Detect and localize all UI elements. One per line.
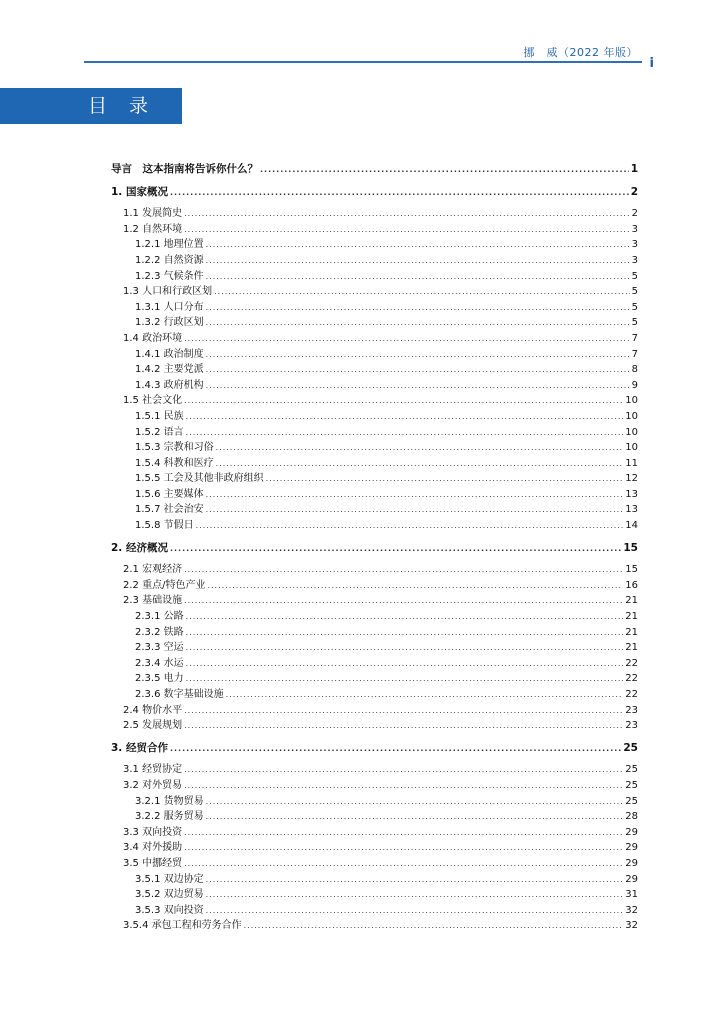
toc-entry-page: 23 (625, 720, 638, 732)
toc-entry[interactable] (111, 331, 638, 347)
toc-entry-page: 31 (625, 889, 638, 901)
toc-entry-page: 3 (631, 223, 638, 235)
toc-entry-page: 9 (631, 379, 638, 391)
toc-entry-page: 22 (625, 673, 638, 685)
toc-entry-title: 1.3.1 人口分布 (135, 301, 204, 313)
header-rule (84, 61, 642, 63)
toc-entry-title: 1.5.3 宗教和习俗 (135, 442, 214, 454)
toc-leader-dots (206, 809, 624, 825)
toc-entry[interactable] (111, 794, 638, 810)
toc-entry-title: 3.2.1 货物贸易 (135, 795, 204, 807)
toc-entry-page: 1 (630, 163, 638, 175)
toc-entry-page: 15 (625, 564, 638, 576)
toc-entry-title: 1.4.2 主要党派 (135, 364, 204, 376)
toc-leader-dots (206, 887, 624, 903)
toc-entry-title: 1.2.2 自然资源 (135, 254, 204, 266)
toc-entry-page: 21 (625, 642, 638, 654)
toc-entry[interactable] (111, 562, 638, 578)
toc-entry-page: 5 (631, 301, 638, 313)
toc-entry-page: 25 (623, 741, 638, 754)
toc-entry-page: 7 (631, 348, 638, 360)
toc-entry-page: 23 (625, 704, 638, 716)
toc-entry-page: 2 (631, 208, 638, 220)
toc-entry[interactable] (111, 903, 638, 919)
toc-leader-dots (186, 425, 624, 441)
toc-leader-dots (206, 362, 630, 378)
toc-entry-page: 7 (631, 332, 638, 344)
toc-entry-title: 1.5.7 社会治安 (135, 504, 204, 516)
toc-entry-title: 1.5.8 节假日 (135, 520, 194, 532)
table-of-contents (111, 162, 638, 934)
toc-entry-title: 3.5.2 双边贸易 (135, 889, 204, 901)
toc-entry-page: 10 (625, 426, 638, 438)
toc-leader-dots (206, 794, 624, 810)
toc-entry-page: 10 (625, 410, 638, 422)
toc-entry[interactable] (111, 315, 638, 331)
toc-entry-page: 5 (631, 286, 638, 298)
toc-entry-title: 2.3.1 公路 (135, 611, 184, 623)
toc-entry-page: 25 (625, 779, 638, 791)
toc-entry-page: 32 (625, 920, 638, 932)
toc-entry-title: 1.2 自然环境 (123, 223, 183, 235)
toc-entry-page: 10 (625, 442, 638, 454)
toc-entry[interactable] (111, 578, 638, 594)
toc-leader-dots (206, 300, 630, 316)
toc-entry-page: 2 (630, 185, 638, 198)
toc-entry-title: 3.1 经贸协定 (123, 764, 183, 776)
toc-entry-title: 2.3.6 数字基础设施 (135, 689, 224, 700)
toc-entry-page: 22 (625, 657, 638, 669)
toc-entry-title: 2.5 发展规划 (123, 720, 183, 732)
toc-entry-title: 3.2 对外贸易 (123, 779, 183, 791)
toc-entry-page: 29 (625, 873, 638, 885)
toc-leader-dots (206, 269, 630, 285)
page-number: i (649, 56, 654, 71)
toc-entry-page: 22 (625, 689, 638, 700)
toc-entry[interactable] (111, 206, 638, 222)
toc-entry-page: 25 (625, 764, 638, 776)
toc-entry[interactable] (111, 185, 638, 201)
toc-entry-page: 3 (631, 254, 638, 266)
toc-leader-dots (186, 656, 624, 672)
toc-leader-dots (184, 825, 623, 841)
toc-leader-dots (206, 315, 630, 331)
toc-entry-page: 21 (625, 626, 638, 638)
toc-entry-page: 32 (625, 904, 638, 916)
toc-entry[interactable] (111, 593, 638, 609)
toc-entry-page: 5 (631, 317, 638, 329)
toc-entry-title: 2.3.2 铁路 (135, 626, 184, 638)
toc-entry-page: 28 (625, 811, 638, 823)
toc-entry-title: 1.5.6 主要媒体 (135, 488, 204, 500)
toc-entry-title: 2. 经济概况 (111, 541, 168, 554)
toc-entry-title: 导言 这本指南将告诉你什么？ (111, 163, 258, 175)
toc-entry-page: 29 (625, 826, 638, 838)
toc-entry-page: 29 (625, 857, 638, 869)
toc-leader-dots (184, 718, 623, 734)
toc-entry-title: 2.3 基础设施 (123, 595, 183, 607)
toc-leader-dots (170, 541, 621, 557)
toc-leader-dots (170, 185, 629, 201)
toc-entry-title: 2.4 物价水平 (123, 704, 183, 716)
toc-entry-page: 13 (625, 504, 638, 516)
toc-leader-dots (244, 918, 624, 934)
toc-leader-dots (186, 640, 624, 656)
toc-entry-page: 13 (625, 488, 638, 500)
toc-leader-dots (216, 456, 624, 472)
toc-entry[interactable] (111, 502, 638, 518)
toc-entry-page: 14 (625, 520, 638, 532)
toc-leader-dots (206, 872, 624, 888)
toc-entry[interactable] (111, 918, 638, 934)
toc-entry-page: 29 (625, 842, 638, 854)
toc-entry[interactable] (111, 809, 638, 825)
toc-leader-dots (184, 778, 623, 794)
toc-entry-title: 1.5.5 工会及其他非政府组织 (135, 473, 264, 485)
toc-leader-dots (206, 903, 624, 919)
toc-entry[interactable] (111, 518, 638, 534)
toc-entry-title: 1. 国家概况 (111, 185, 168, 198)
toc-title: 目录 (88, 95, 171, 117)
toc-entry[interactable] (111, 440, 638, 456)
toc-entry-title: 2.1 宏观经济 (123, 564, 183, 576)
toc-entry[interactable] (111, 162, 638, 178)
toc-leader-dots (206, 487, 624, 503)
toc-entry[interactable] (111, 856, 638, 872)
toc-leader-dots (206, 378, 630, 394)
toc-leader-dots (186, 671, 624, 687)
toc-leader-dots (184, 331, 630, 347)
toc-entry[interactable] (111, 237, 638, 253)
toc-entry-title: 1.4.3 政府机构 (135, 379, 204, 391)
toc-entry-page: 15 (623, 541, 638, 554)
toc-entry[interactable] (111, 253, 638, 269)
toc-title-band (0, 88, 182, 124)
toc-entry-page: 16 (625, 579, 638, 591)
toc-leader-dots (186, 625, 624, 641)
toc-entry[interactable] (111, 362, 638, 378)
toc-entry-title: 3.5.1 双边协定 (135, 873, 204, 885)
running-header: 挪 威（2022 年版） (523, 46, 638, 59)
toc-entry-title: 1.5.2 语言 (135, 426, 184, 438)
toc-leader-dots (216, 440, 624, 456)
toc-entry-page: 8 (631, 364, 638, 376)
toc-leader-dots (206, 502, 624, 518)
toc-entry-title: 3.5 中挪经贸 (123, 857, 183, 869)
toc-entry[interactable] (111, 762, 638, 778)
toc-leader-dots (184, 840, 623, 856)
toc-entry[interactable] (111, 718, 638, 734)
toc-entry[interactable] (111, 269, 638, 285)
toc-entry-title: 2.3.5 电力 (135, 673, 184, 685)
toc-entry-page: 21 (625, 611, 638, 623)
toc-entry-page: 25 (625, 795, 638, 807)
toc-leader-dots (186, 609, 624, 625)
toc-entry[interactable] (111, 409, 638, 425)
toc-entry-title: 2.3.3 空运 (135, 642, 184, 654)
toc-entry[interactable] (111, 887, 638, 903)
toc-leader-dots (206, 347, 630, 363)
toc-leader-dots (226, 687, 624, 703)
toc-leader-dots (196, 518, 624, 534)
toc-leader-dots (184, 393, 623, 409)
toc-entry[interactable] (111, 625, 638, 641)
toc-leader-dots (184, 222, 630, 238)
toc-entry[interactable] (111, 778, 638, 794)
toc-entry[interactable] (111, 347, 638, 363)
toc-entry-page: 3 (631, 239, 638, 251)
toc-entry[interactable] (111, 541, 638, 557)
toc-entry-title: 3.4 对外援助 (123, 842, 183, 854)
toc-entry[interactable] (111, 425, 638, 441)
toc-entry-title: 2.2 重点/特色产业 (123, 579, 206, 591)
toc-entry-title: 3.5.4 承包工程和劳务合作 (123, 920, 242, 932)
toc-entry-title: 1.5 社会文化 (123, 395, 183, 407)
toc-entry[interactable] (111, 300, 638, 316)
toc-entry-title: 3. 经贸合作 (111, 741, 168, 754)
toc-leader-dots (206, 253, 630, 269)
toc-entry-title: 1.5.1 民族 (135, 410, 184, 422)
toc-entry-title: 1.1 发展简史 (123, 208, 183, 220)
toc-entry[interactable] (111, 741, 638, 757)
toc-leader-dots (266, 471, 624, 487)
toc-entry-title: 3.5.3 双向投资 (135, 904, 204, 916)
toc-entry[interactable] (111, 393, 638, 409)
toc-leader-dots (206, 237, 630, 253)
toc-entry-page: 5 (631, 270, 638, 282)
toc-entry-page: 11 (625, 457, 638, 469)
toc-entry[interactable] (111, 284, 638, 300)
toc-leader-dots (184, 703, 623, 719)
toc-entry[interactable] (111, 872, 638, 888)
toc-entry-title: 3.2.2 服务贸易 (135, 811, 204, 823)
toc-entry[interactable] (111, 378, 638, 394)
toc-entry-title: 1.3.2 行政区划 (135, 317, 204, 329)
toc-leader-dots (184, 593, 623, 609)
toc-entry-page: 10 (625, 395, 638, 407)
toc-entry[interactable] (111, 222, 638, 238)
toc-entry-title: 1.3 人口和行政区划 (123, 286, 213, 298)
toc-leader-dots (184, 856, 623, 872)
toc-entry-title: 2.3.4 水运 (135, 657, 184, 669)
toc-entry[interactable] (111, 825, 638, 841)
toc-leader-dots (260, 162, 629, 178)
toc-entry[interactable] (111, 656, 638, 672)
toc-entry[interactable] (111, 487, 638, 503)
toc-entry-title: 3.3 双向投资 (123, 826, 183, 838)
toc-entry[interactable] (111, 671, 638, 687)
toc-leader-dots (184, 206, 630, 222)
toc-entry[interactable] (111, 703, 638, 719)
toc-entry-title: 1.2.3 气候条件 (135, 270, 204, 282)
toc-entry[interactable] (111, 456, 638, 472)
toc-entry[interactable] (111, 609, 638, 625)
toc-entry-title: 1.4 政治环境 (123, 332, 183, 344)
toc-leader-dots (184, 562, 623, 578)
toc-entry[interactable] (111, 640, 638, 656)
toc-entry-title: 1.5.4 科教和医疗 (135, 457, 214, 469)
toc-leader-dots (184, 762, 623, 778)
toc-entry[interactable] (111, 840, 638, 856)
toc-entry[interactable] (111, 471, 638, 487)
toc-entry-title: 1.2.1 地理位置 (135, 239, 204, 251)
toc-entry[interactable] (111, 687, 638, 703)
toc-entry-title: 1.4.1 政治制度 (135, 348, 204, 360)
toc-leader-dots (214, 284, 630, 300)
toc-entry-page: 21 (625, 595, 638, 607)
toc-entry-page: 12 (625, 473, 638, 485)
toc-leader-dots (207, 578, 623, 594)
toc-leader-dots (170, 741, 621, 757)
toc-leader-dots (186, 409, 624, 425)
